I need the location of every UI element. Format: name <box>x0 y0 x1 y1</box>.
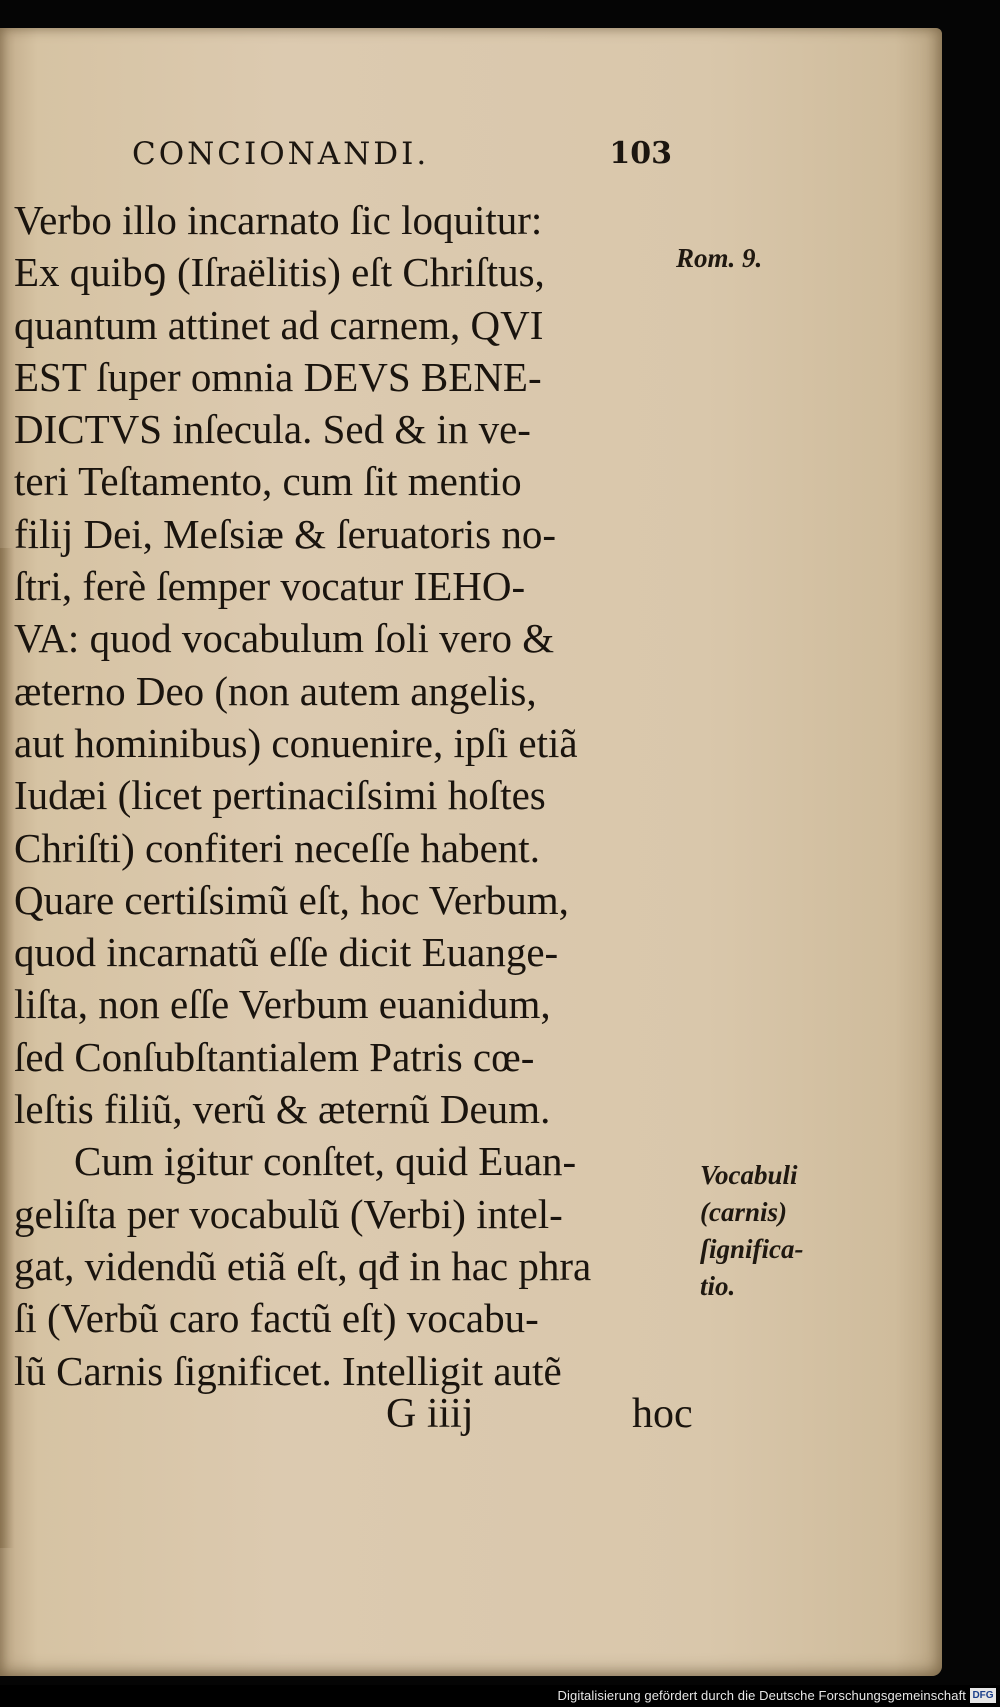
text-line: Ex quibꝯ (Iſraëlitis) eſt Chriſtus, <box>14 249 545 296</box>
funding-credit: Digitalisierung gefördert durch die Deutsche Forschungsgemeinschaft <box>557 1688 966 1703</box>
text-line: Iudæi (licet pertinaciſsimi hoſtes <box>14 772 546 819</box>
text-line: lũ Carnis ſignificet. Intelligit autẽ <box>14 1347 562 1394</box>
marginal-note-rom: Rom. 9. <box>676 243 763 273</box>
text-line: ſi (Verbũ caro factũ eſt) vocabu- <box>14 1295 539 1342</box>
dfg-logo: DFG <box>970 1688 996 1703</box>
footer-bar <box>0 1685 1000 1707</box>
text-line: geliſta per vocabulũ (Verbi) intel- <box>14 1190 563 1237</box>
marginal-note-vocabuli <box>700 1158 803 1306</box>
text-line: ſtri, ferè ſemper vocatur IEHO- <box>14 563 526 610</box>
text-line: quantum attinet ad carnem, QVI <box>14 301 544 348</box>
text-line: EST ſuper omnia DEVS BENE- <box>14 353 542 400</box>
text-line: Chriſti) confiteri neceſſe habent. <box>14 824 540 871</box>
body-text <box>14 194 714 1397</box>
text-line: ſed Conſubſtantialem Patris cœ- <box>14 1033 535 1080</box>
text-line: Quare certiſsimũ eſt, hoc Verbum, <box>14 876 569 923</box>
marginal-note-line: (carnis) <box>700 1197 787 1227</box>
signature-mark: G iiij <box>386 1391 474 1437</box>
text-line: quod incarnatũ eſſe dicit Euange- <box>14 929 559 976</box>
text-line: aut hominibus) conuenire, ipſi etiã <box>14 719 578 766</box>
text-line: leſtis filiũ, verũ & æternũ Deum. <box>14 1086 551 1133</box>
signature-line <box>0 1390 720 1446</box>
text-line: gat, videndũ etiã eſt, qđ in hac phra <box>14 1242 592 1289</box>
text-line: DICTVS inſecula. Sed & in ve- <box>14 406 531 453</box>
text-line: æterno Deo (non autem angelis, <box>14 667 537 714</box>
folio-number: 103 <box>609 136 672 171</box>
running-head <box>132 136 672 182</box>
text-line: VA: quod vocabulum ſoli vero & <box>14 615 555 662</box>
text-line: teri Teſtamento, cum ſit mentio <box>14 458 522 505</box>
book-page <box>0 28 942 1676</box>
text-line: Cum igitur conſtet, quid Euan- <box>74 1138 577 1185</box>
marginal-note-line: ſignifica- <box>700 1234 804 1264</box>
marginal-note-line: Vocabuli <box>700 1160 798 1190</box>
text-line: liſta, non eſſe Verbum euanidum, <box>14 981 551 1028</box>
catchword: hoc <box>632 1391 693 1437</box>
text-line: filij Dei, Meſsiæ & ſeruatoris no- <box>14 510 557 557</box>
running-title: CONCIONANDI. <box>132 136 430 172</box>
text-line: Verbo illo incarnato ſic loquitur: <box>14 197 543 243</box>
marginal-note-line: tio. <box>700 1271 736 1301</box>
